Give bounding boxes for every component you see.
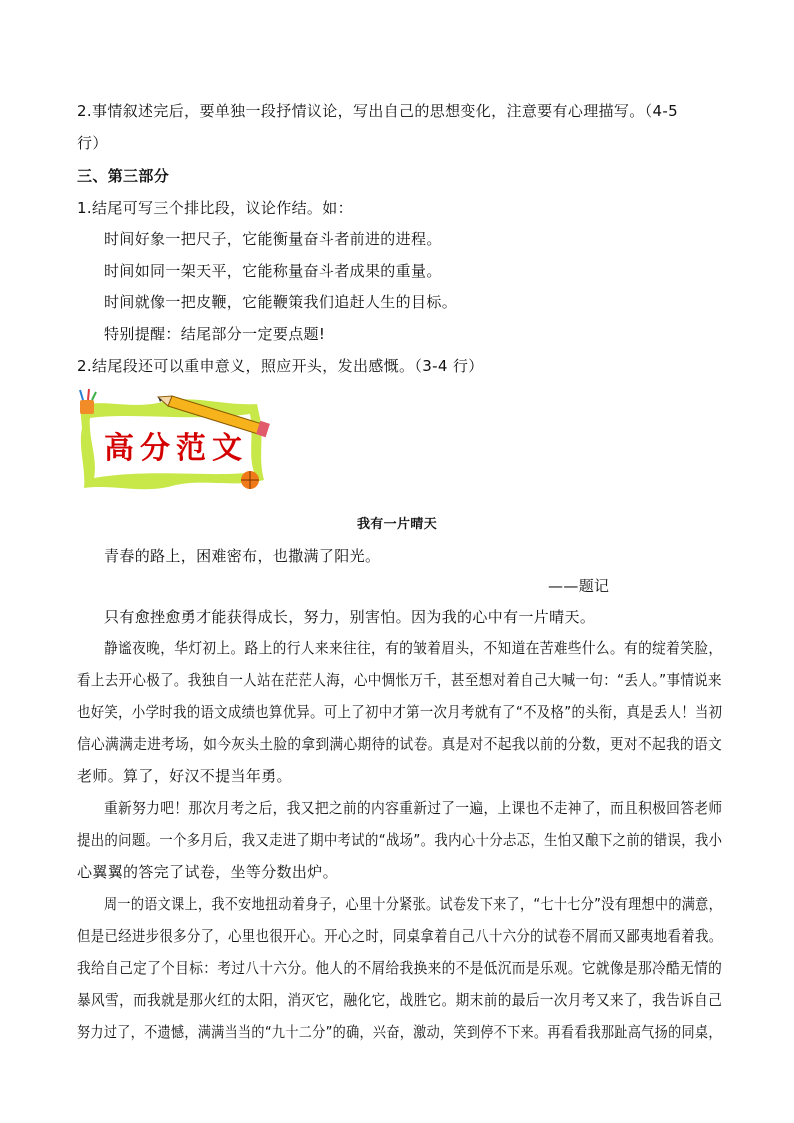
essay-p3-line-2: 提出的问题。一个多月后，我又走进了期中考试的“战场”。我内心十分忐忑，生怕又酿下之前的错误，我小 [77, 831, 723, 849]
essay-p4-line-2: 但是已经进步很多分了，心里也很开心。开心之时，同桌拿着自己八十六分的试卷不屑而又鄙夷地看着我。 [77, 927, 723, 945]
tip-item2-line1: 2.事情叙述完后，要单独一段抒情议论，写出自己的思想变化，注意要有心理描写。（4-5 [77, 102, 679, 120]
example-line-3: 时间就像一把皮鞭，它能鞭策我们追赶人生的目标。 [104, 293, 458, 311]
essay-p2-line-3: 也好笑，小学时我的语文成绩也算优异。可上了初中才第一次月考就有了“不及格”的头衔，真是丢人！当初 [77, 703, 723, 721]
pencil-cup-icon [80, 389, 96, 414]
part3-item2: 2.结尾段还可以重申意义，照应开头，发出感慨。（3-4 行） [77, 357, 484, 375]
essay-p2-line-5: 老师。算了，好汉不提当年勇。 [77, 767, 292, 785]
reminder-line: 特别提醒：结尾部分一定要点题! [104, 325, 326, 343]
essay-p2-line-1: 静谧夜晚，华灯初上。路上的行人来来往往，有的皱着眉头，不知道在苦难些什么。有的绽着笑脸， [104, 639, 723, 657]
essay-p4-line-4: 暴风雪，而我就是那火红的太阳，消灭它，融化它，战胜它。期末前的最后一次月考又来了，我告诉自己 [77, 991, 723, 1009]
essay-p2-line-4: 信心满满走进考场，如今灰头土脸的拿到满心期待的试卷。真是对不起我以前的分数，更对不起我的语文 [77, 735, 723, 753]
tip-item2-line2: 行） [77, 134, 108, 152]
high-score-essay-banner [72, 388, 282, 498]
example-line-2: 时间如同一架天平，它能称量奋斗者成果的重量。 [104, 262, 442, 280]
essay-p3-line-1: 重新努力吧！那次月考之后，我又把之前的内容重新过了一遍，上课也不走神了，而且积极回答老师 [104, 799, 723, 817]
part3-heading: 三、第三部分 [77, 167, 170, 185]
essay-epigraph: 青春的路上，困难密布，也撒满了阳光。 [104, 547, 381, 565]
epigraph-source: ——题记 [548, 577, 610, 595]
essay-title: 我有一片晴天 [356, 517, 438, 532]
essay-p4-line-3: 我给自己定了个目标：考过八十六分。他人的不屑给我换来的不是低沉而是乐观。它就像是那冷酷无情的 [77, 959, 723, 977]
banner-title: 高分范文 [104, 431, 248, 466]
essay-p4-line-5: 努力过了，不遗憾，满满当当的“九十二分”的确，兴奋，激动，笑到停不下来。再看看我那趾高气扬的同桌， [77, 1023, 722, 1041]
essay-paragraph-1: 只有愈挫愈勇才能获得成长，努力，别害怕。因为我的心中有一片晴天。 [104, 608, 596, 626]
essay-p2-line-2: 看上去开心极了。我独自一人站在茫茫人海，心中惆怅万千，甚至想对着自己大喊一句：“丢人。”事情说来 [77, 671, 722, 689]
essay-p4-line-1: 周一的语文课上，我不安地扭动着身子，心里十分紧张。试卷发下来了，“七十七分”没有理想中的满意， [104, 895, 722, 913]
part3-item1: 1.结尾可写三个排比段，议论作结。如： [77, 199, 353, 217]
example-line-1: 时间好象一把尺子，它能衡量奋斗者前进的进程。 [104, 230, 442, 248]
essay-p3-line-3: 心翼翼的答完了试卷，坐等分数出炉。 [77, 863, 338, 881]
